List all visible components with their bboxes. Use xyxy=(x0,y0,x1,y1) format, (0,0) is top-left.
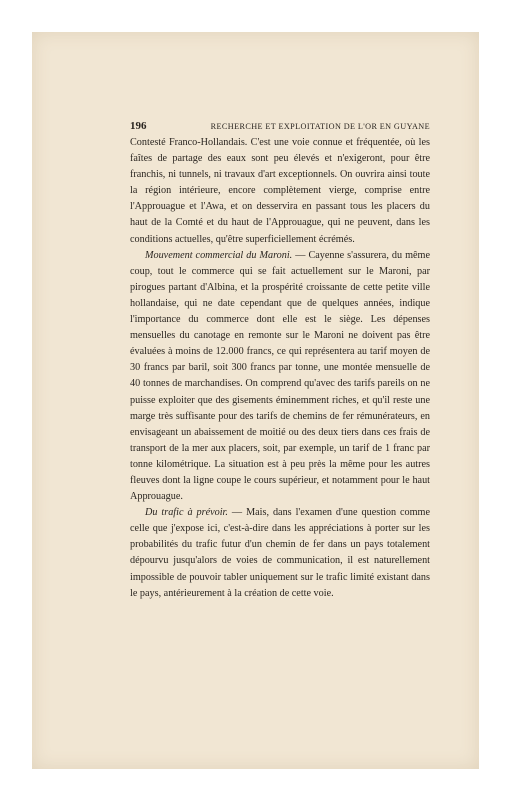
paragraph-3 xyxy=(130,505,430,602)
running-head xyxy=(130,118,430,135)
paragraph-text: — Mais, dans l'examen d'une question comme celle que j'expose ici, c'est-à-dire dans les appréciations à porter sur les probabilités du trafic futur d'un chemin de fer dans un pays totalement dépourvu jusqu'alors de voies de communication, il est naturellement impossible de pouvoir tabler uniquement sur le trafic limité existant dans le pays, antérieurement à la création de cette voie. xyxy=(130,507,430,599)
paragraph-text: — Cayenne s'assurera, du même coup, tout le commerce qui se fait actuellement sur le Maroni, par pirogues partant d'Albina, et la prospérité croissante de cette petite ville hollandaise, qui ne date cependant que de quelques années, indique l'importance du commerce dont elle est le siège. Les dépenses mensuelles du canotage en remonte sur le Maroni ne doivent pas être évaluées à moins de 12.000 francs, ce qui représentera au tarif moyen de 30 francs par baril, soit 300 francs par tonne, une montée mensuelle de 40 tonnes de marchandises. On comprend qu'avec des tarifs pareils on ne puisse exploiter que des gisements éminemment riches, et qu'il reste une marge très suffisante pour des tarifs de chemins de fer rémunérateurs, en envisageant un abaissement de moitié ou des deux tiers dans ces frais de transport de la mer aux placers, soit, par exemple, un tarif de 1 franc par tonne kilométrique. La situation est à peu près la même pour les autres fleuves dont la ligne coupe le cours supérieur, et notamment pour le haut Approuague. xyxy=(130,249,430,503)
paragraph-1 xyxy=(130,135,430,248)
paragraph-text: Contesté Franco-Hollandais. C'est une voie connue et fréquentée, où les faîtes de partage des eaux sont peu élevés et n'exigeront, pour être franchis, ni tunnels, ni travaux d'art exceptionnels. On ouvrira ainsi toute la région intérieure, encore complètement vierge, comprise entre l'Approuague et l'Awa, et on desservira en passant tous les placers du haut de la Comté et du haut de l'Approuague, qui ne peuvent, dans les conditions actuelles, qu'être superficiellement écrémés. xyxy=(130,137,430,245)
paragraph-lead: Du trafic à prévoir. xyxy=(145,507,228,519)
page-number: 196 xyxy=(130,120,147,132)
paragraph-lead: Mouvement commercial du Maroni. xyxy=(145,249,293,261)
page-body xyxy=(130,118,430,602)
running-head-title: RECHERCHE ET EXPLOITATION DE L'OR EN GUYANE xyxy=(210,122,430,131)
paragraph-2 xyxy=(130,248,430,506)
